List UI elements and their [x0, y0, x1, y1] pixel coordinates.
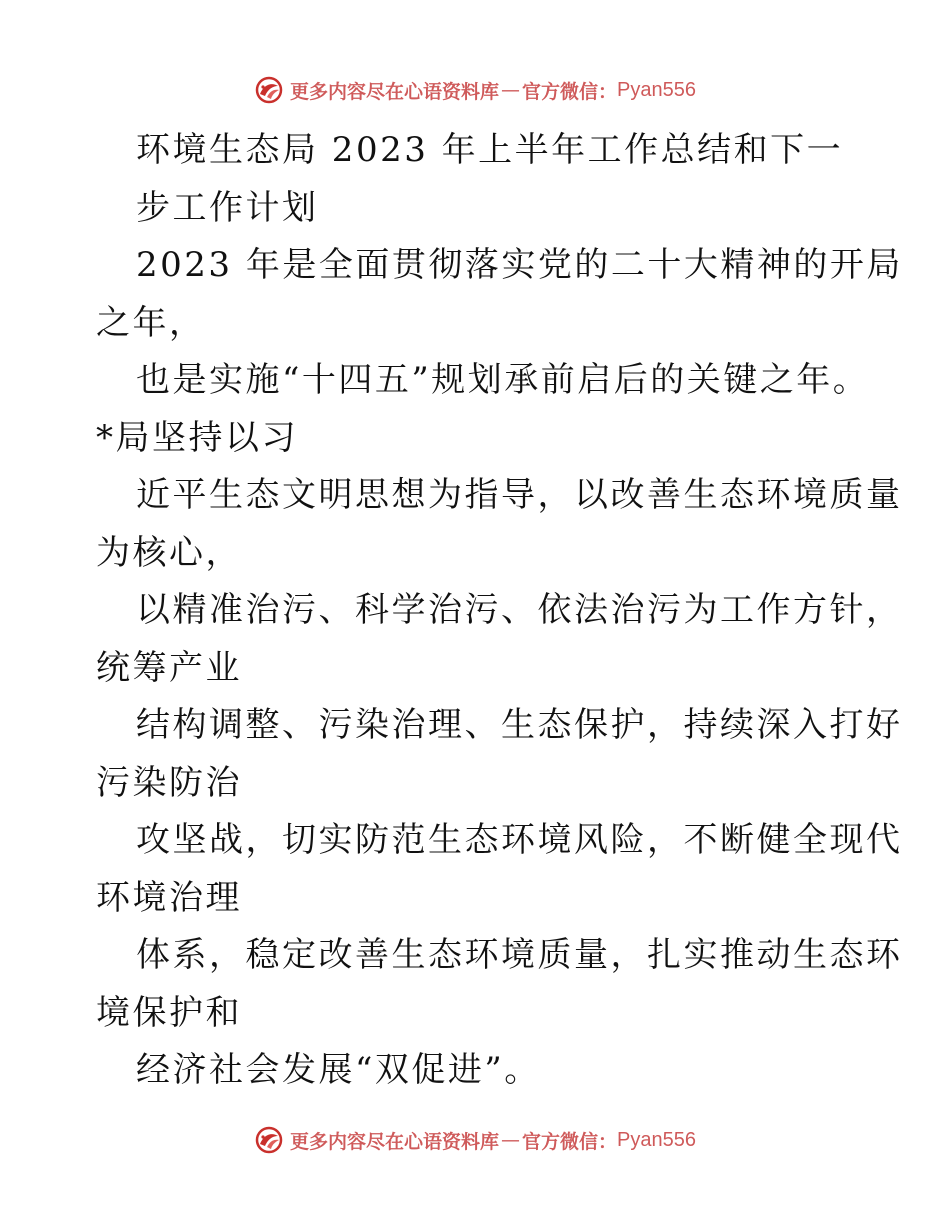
red-swirl-logo-icon — [254, 1125, 284, 1155]
body-line: 污染防治 — [96, 762, 242, 803]
body-line: 境保护和 — [96, 992, 242, 1033]
body-line: 近平生态文明思想为指导，以改善生态环境质量 — [136, 475, 903, 515]
banner-site-text: 更多内容尽在心语资料库 — [290, 1130, 500, 1153]
body-line: 统筹产业 — [96, 647, 242, 688]
body-line: 结构调整、污染治理、生态保护，持续深入打好 — [136, 705, 903, 745]
body-line: 体系，稳定改善生态环境质量，扎实推动生态环 — [136, 935, 903, 975]
body-line: 2023 年是全面贯彻落实党的二十大精神的开局 — [136, 245, 903, 285]
title-line-1: 环境生态局 2023 年上半年工作总结和下一 — [136, 130, 844, 170]
banner-account-id: Pyan556 — [617, 78, 696, 101]
body-line: *局坚持以习 — [96, 417, 298, 458]
banner-account-label: 官方微信： — [522, 80, 618, 103]
banner-separator: — — [501, 1129, 521, 1151]
footer-banner — [0, 1120, 950, 1160]
body-line: 之年， — [96, 302, 206, 343]
body-line: 环境治理 — [96, 877, 242, 918]
document-body — [96, 122, 903, 1100]
body-line: 以精准治污、科学治污、依法治污为工作方针， — [136, 590, 903, 630]
body-line: 为核心， — [96, 532, 242, 573]
title-line-2: 步工作计划 — [136, 187, 319, 228]
banner-separator: — — [501, 79, 521, 101]
banner-account-id: Pyan556 — [617, 1128, 696, 1151]
body-line: 攻坚战，切实防范生态环境风险，不断健全现代 — [136, 820, 903, 860]
body-line: 也是实施“十四五”规划承前启后的关键之年。 — [136, 360, 870, 400]
red-swirl-logo-icon — [254, 75, 284, 105]
header-banner — [0, 70, 950, 110]
banner-site-text: 更多内容尽在心语资料库 — [290, 80, 500, 103]
body-line: 经济社会发展“双促进”。 — [136, 1050, 541, 1090]
banner-account-label: 官方微信： — [522, 1130, 618, 1153]
